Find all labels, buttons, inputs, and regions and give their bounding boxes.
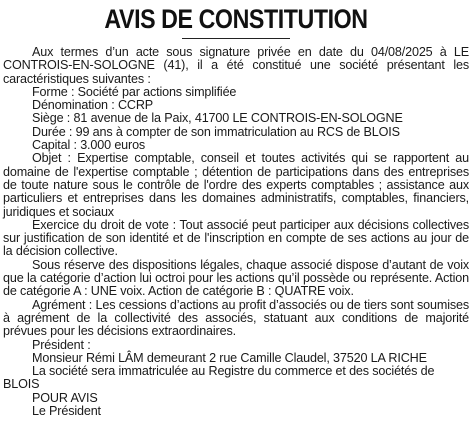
- duree-line: Durée : 99 ans à compter de son immatriculation au RCS de BLOIS: [32, 124, 400, 139]
- forme-line: Forme : Société par actions simplifiée: [32, 84, 237, 99]
- objet-paragraph: Objet : Expertise comptable, conseil et toutes activités qui se rapportent au domaine de l'expertise comptable ; détention de participations dans des entreprises de toute nature sous le contrôle de l'ordre des experts comptables ; assistance aux particuliers et entreprises dans les domaines administratifs, comptables, financiers, juridiques et sociaux: [3, 151, 469, 219]
- pour-avis-line: POUR AVIS: [32, 390, 98, 405]
- vote-paragraph: Exercice du droit de vote : Tout associé peut participer aux décisions collectives sur justification de son identité et de l'inscription en compte de ses actions au jour de la décision collective.: [3, 217, 469, 259]
- intro-paragraph: Aux termes d’un acte sous signature privée en date du 04/08/2025 à LE CONTROIS-EN-SOLOGNE (41), il a été constitué une société présentant les caractéristiques suivantes :: [3, 45, 469, 86]
- notice-body: [3, 46, 469, 418]
- voix-paragraph: Sous réserve des dispositions légales, chaque associé dispose d’autant de voix que la catégorie d’action lui octroi pour les actions qu’il possède ou représente. Action de catégorie A : UNE voix. Action de catégorie B : QUATRE voix.: [3, 257, 469, 299]
- siege-line: Siège : 81 avenue de la Paix, 41700 LE CONTROIS-EN-SOLOGNE: [32, 111, 403, 126]
- president-name-line: Monsieur Rémi LÂM demeurant 2 rue Camille Claudel, 37520 LA RICHE: [32, 350, 427, 365]
- notice-title: AVIS DE CONSTITUTION: [104, 4, 368, 34]
- registration-line: La société sera immatriculée au Registre du commerce et des sociétés de BLOIS: [3, 364, 435, 392]
- capital-line: Capital : 3.000 euros: [32, 138, 146, 153]
- denomination-line: Dénomination : CCRP: [32, 98, 154, 113]
- president-label: Président :: [32, 337, 91, 352]
- title-underline: [182, 38, 290, 39]
- signature-line: Le Président: [32, 404, 101, 419]
- agrement-paragraph: Agrément : Les cessions d’actions au profit d’associés ou de tiers sont soumises à agrément de la collectivité des associés, statuant aux conditions de majorité prévues pour les décisions extraordinaires.: [3, 297, 469, 339]
